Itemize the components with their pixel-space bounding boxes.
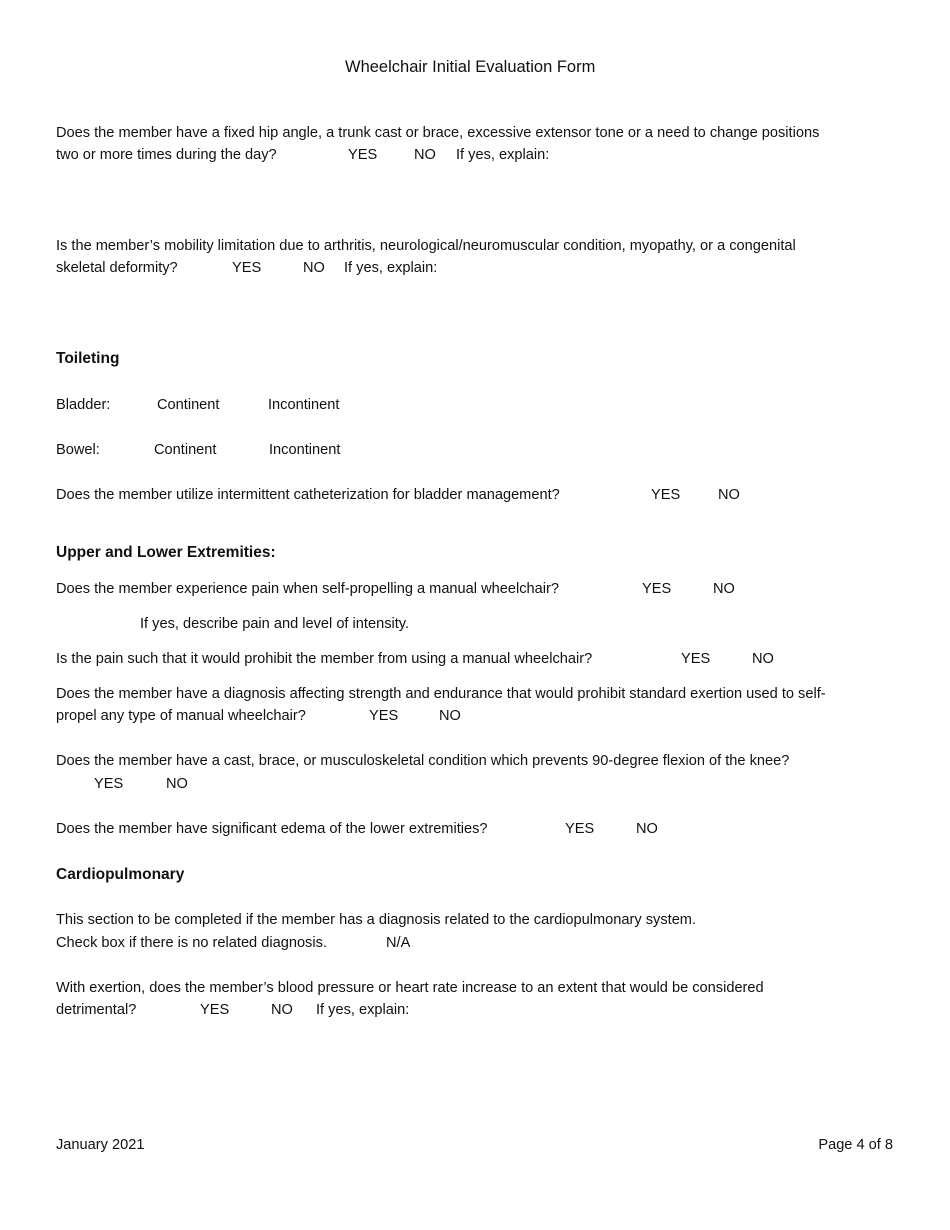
catheterization-yes-option[interactable]: YES [651, 487, 681, 503]
strength-no-option[interactable]: NO [439, 708, 461, 724]
cardio-na-option[interactable]: N/A [386, 935, 411, 951]
page-title: Wheelchair Initial Evaluation Form [345, 58, 596, 76]
hip-explain-label: If yes, explain: [456, 147, 550, 163]
bladder-incontinent-option[interactable]: Incontinent [268, 397, 340, 413]
bladder-continent-option[interactable]: Continent [157, 397, 220, 413]
bladder-label: Bladder: [56, 397, 111, 413]
pain-question: Does the member experience pain when self-propelling a manual wheelchair? [56, 581, 559, 597]
edema-question: Does the member have significant edema of the lower extremities? [56, 821, 488, 837]
exertion-question-line1: With exertion, does the member’s blood pressure or heart rate increase to an extent that would be considered [56, 980, 764, 996]
bowel-label: Bowel: [56, 442, 100, 458]
cardio-checkbox-text: Check box if there is no related diagnosis. [56, 935, 327, 951]
exertion-explain-label: If yes, explain: [316, 1002, 410, 1018]
exertion-no-option[interactable]: NO [271, 1002, 293, 1018]
cardiopulmonary-heading: Cardiopulmonary [56, 866, 185, 883]
edema-yes-option[interactable]: YES [565, 821, 595, 837]
mobility-question-line1: Is the member’s mobility limitation due to arthritis, neurological/neuromuscular condition, myopathy, or a congenital [56, 238, 796, 254]
cast-no-option[interactable]: NO [166, 776, 188, 792]
strength-yes-option[interactable]: YES [369, 708, 399, 724]
hip-question-line1: Does the member have a fixed hip angle, a trunk cast or brace, excessive extensor tone or a need to change positions [56, 125, 820, 141]
hip-yes-option[interactable]: YES [348, 147, 378, 163]
strength-question-line1: Does the member have a diagnosis affecting strength and endurance that would prohibit standard exertion used to self- [56, 686, 826, 702]
pain-describe-label: If yes, describe pain and level of intensity. [140, 616, 410, 632]
hip-no-option[interactable]: NO [414, 147, 436, 163]
exertion-yes-option[interactable]: YES [200, 1002, 230, 1018]
exertion-question-line2: detrimental? [56, 1002, 137, 1018]
cardio-intro: This section to be completed if the member has a diagnosis related to the cardiopulmonary system. [56, 912, 697, 928]
catheterization-question: Does the member utilize intermittent catheterization for bladder management? [56, 487, 560, 503]
cast-question: Does the member have a cast, brace, or musculoskeletal condition which prevents 90-degree flexion of the knee? [56, 753, 790, 769]
bowel-continent-option[interactable]: Continent [154, 442, 217, 458]
footer-date: January 2021 [56, 1137, 145, 1153]
prohibit-question: Is the pain such that it would prohibit the member from using a manual wheelchair? [56, 651, 593, 667]
mobility-yes-option[interactable]: YES [232, 260, 262, 276]
extremities-heading: Upper and Lower Extremities: [56, 544, 276, 561]
catheterization-no-option[interactable]: NO [718, 487, 740, 503]
pain-yes-option[interactable]: YES [642, 581, 672, 597]
mobility-question-line2: skeletal deformity? [56, 260, 178, 276]
mobility-explain-label: If yes, explain: [344, 260, 438, 276]
edema-no-option[interactable]: NO [636, 821, 658, 837]
toileting-heading: Toileting [56, 350, 120, 367]
pain-no-option[interactable]: NO [713, 581, 735, 597]
bowel-incontinent-option[interactable]: Incontinent [269, 442, 341, 458]
prohibit-no-option[interactable]: NO [752, 651, 774, 667]
prohibit-yes-option[interactable]: YES [681, 651, 711, 667]
cast-yes-option[interactable]: YES [94, 776, 124, 792]
hip-question-line2: two or more times during the day? [56, 147, 277, 163]
footer-page-number: Page 4 of 8 [818, 1137, 893, 1153]
strength-question-line2: propel any type of manual wheelchair? [56, 708, 306, 724]
mobility-no-option[interactable]: NO [303, 260, 325, 276]
